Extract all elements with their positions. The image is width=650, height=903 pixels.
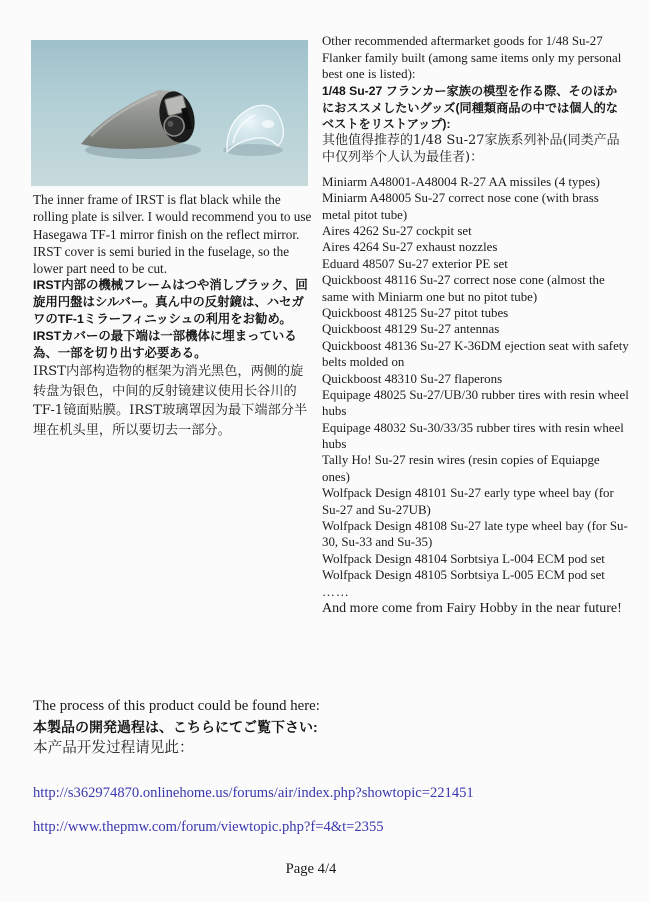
list-item: Miniarm A48005 Su-27 correct nose cone (with brass metal pitot tube) (322, 191, 599, 222)
list-item: Tally Ho! Su-27 resin wires (resin copies of Equiapge ones) (322, 453, 600, 484)
list-item: Aires 4262 Su-27 cockpit set (322, 223, 472, 238)
process-note-english: The process of this product could be found here: (33, 698, 320, 714)
process-note-japanese: 本製品の開発過程は、こちらにてご覧下さい: (33, 718, 318, 735)
list-item: Quickboost 48129 Su-27 antennas (322, 322, 500, 337)
aftermarket-intro-chinese: 其他值得推荐的1/48 Su-27家族系列补品(同类产品中仅列举个人认为最佳者)： (322, 133, 620, 165)
list-item: Quickboost 48310 Su-27 flaperons (322, 371, 503, 386)
list-item: Quickboost 48125 Su-27 pitot tubes (322, 305, 509, 320)
irst-note-chinese: IRST内部构造物的框架为消光黑色，两侧的旋转盘为银色，中间的反射镜建议使用长谷川的TF-1镜面贴膜。IRST玻璃罩因为最下端部分半埋在机头里，所以要切去一部分。 (33, 364, 308, 438)
list-item: Wolfpack Design 48104 Sorbtsiya L-004 ECM pod set (322, 551, 605, 566)
list-item: Eduard 48507 Su-27 exterior PE set (322, 256, 508, 271)
list-ellipsis: …… (322, 584, 350, 599)
list-item: Equipage 48032 Su-30/33/35 rubber tires with resin wheel hubs (322, 420, 624, 452)
page-number: Page 4/4 (285, 861, 337, 877)
list-item: Aires 4264 Su-27 exhaust nozzles (322, 240, 498, 255)
list-item: Equipage 48025 Su-27/UB/30 rubber tires with resin wheel hubs (322, 387, 629, 419)
process-note-chinese: 本产品开发过程请见此： (33, 739, 194, 757)
list-item: Quickboost 48116 Su-27 correct nose cone (almost the same with Miniarm one but no pitot tube) (322, 273, 605, 304)
list-item: Wolfpack Design 48108 Su-27 late type wheel bay (for Su-30, Su-33 and Su-35) (322, 519, 628, 550)
aftermarket-intro-english: Other recommended aftermarket goods for 1/48 Su-27 Flanker family built (among same items only my personal best one is listed): (322, 34, 622, 82)
list-item: Quickboost 48136 Su-27 K-36DM ejection seat with safety belts molded on (322, 338, 629, 370)
list-item: Wolfpack Design 48101 Su-27 early type wheel bay (for Su-27 and Su-27UB) (322, 486, 614, 517)
irst-note-english: The inner frame of IRST is flat black while the rolling plate is silver. I would recommend you to use Hasegawa TF-1 mirror finish on the reflect mirror. IRST cover is semi buried in the fuselage, so the lower part need to be cut. (33, 192, 312, 277)
product-photo (31, 40, 308, 186)
aftermarket-items-list (322, 174, 629, 584)
list-item: Wolfpack Design 48105 Sorbtsiya L-005 ECM pod set (322, 568, 605, 583)
process-links-section (33, 697, 593, 836)
forum-link-onlinehome[interactable]: http://s362974870.onlinehome.us/forums/air/index.php?showtopic=221451 (33, 785, 474, 802)
left-text-column (33, 191, 313, 440)
more-coming-note: And more come from Fairy Hobby in the near future! (322, 600, 622, 616)
irst-note-japanese: IRST内部の機械フレームはつや消しブラック、回旋用円盤はシルバー。真ん中の反射鏡は、ハセガワのTF-1ミラーフィニッシュの利用をお勧め。IRSTカバーの最下端は一部機体に埋まっている為、一部を切り出す必要ある。 (33, 278, 308, 361)
aftermarket-goods-column (322, 33, 629, 618)
forum-link-thepmw[interactable]: http://www.thepmw.com/forum/viewtopic.php?f=4&t=2355 (33, 819, 384, 836)
aftermarket-intro-japanese: 1/48 Su-27 フランカー家族の模型を作る際、そのほかにおススメしたいグッズ(同種類商品の中では個人的なベストをリストアップ): (322, 83, 618, 132)
irst-parts-photo-graphic (31, 40, 308, 186)
list-item: Miniarm A48001-A48004 R-27 AA missiles (4 types) (322, 174, 600, 189)
